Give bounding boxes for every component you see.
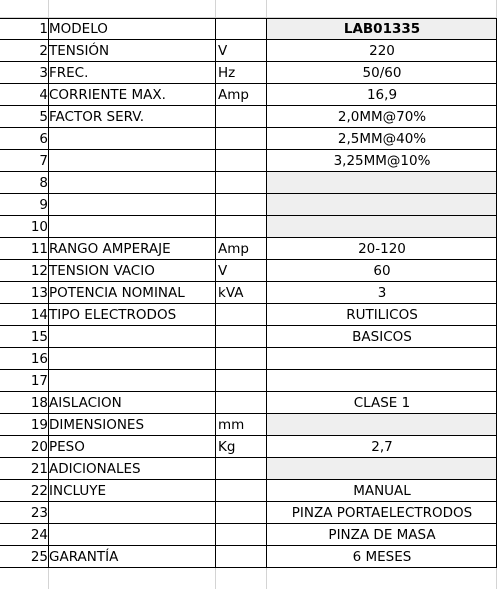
table-row: [0, 106, 497, 128]
row-number: 23: [30, 505, 48, 521]
unit-cell[interactable]: [216, 348, 266, 370]
row-number: 19: [30, 417, 48, 433]
spec-label-cell[interactable]: MODELO: [49, 21, 108, 37]
table-row: [0, 216, 497, 238]
spec-label-cell[interactable]: [49, 326, 215, 348]
unit-cell[interactable]: [216, 304, 266, 326]
row-border: [0, 567, 497, 568]
value-cell[interactable]: 2,7: [371, 439, 393, 455]
unit-cell[interactable]: kVA: [218, 285, 244, 301]
spec-label-cell[interactable]: TENSIÓN: [49, 43, 110, 59]
spec-label-cell[interactable]: RANGO AMPERAJE: [49, 241, 171, 257]
column-border: [215, 18, 216, 568]
table-row: [0, 370, 497, 392]
row-number: 9: [39, 197, 48, 213]
table-row: [0, 150, 497, 172]
unit-cell[interactable]: [216, 172, 266, 194]
table-row: [0, 304, 497, 326]
value-cell[interactable]: 16,9: [366, 87, 398, 103]
unit-cell[interactable]: V: [218, 263, 228, 279]
unit-cell[interactable]: [216, 326, 266, 348]
table-row: [0, 84, 497, 106]
column-border: [266, 18, 267, 568]
table-row: [0, 260, 497, 282]
value-cell[interactable]: PINZA DE MASA: [328, 527, 436, 543]
row-number: 4: [39, 87, 48, 103]
value-cell[interactable]: 2,5MM@40%: [337, 131, 427, 147]
value-cell[interactable]: [267, 194, 497, 216]
unit-cell[interactable]: Kg: [218, 439, 236, 455]
unit-cell[interactable]: [216, 546, 266, 568]
spec-label-cell[interactable]: ADICIONALES: [49, 461, 141, 477]
table-row: [0, 436, 497, 458]
value-cell[interactable]: [267, 216, 497, 238]
value-cell[interactable]: RUTILICOS: [346, 307, 418, 323]
row-number: 6: [39, 131, 48, 147]
spec-label-cell[interactable]: PESO: [49, 439, 85, 455]
row-number: 13: [30, 285, 48, 301]
row-number: 15: [30, 329, 48, 345]
table-row: [0, 546, 497, 568]
table-row: [0, 238, 497, 260]
unit-cell[interactable]: Amp: [218, 87, 249, 103]
spec-label-cell[interactable]: [49, 502, 215, 524]
unit-cell[interactable]: [216, 18, 266, 40]
table-top-border: [0, 18, 497, 19]
value-cell[interactable]: 3: [377, 285, 387, 301]
table-row: [0, 172, 497, 194]
table-row: [0, 194, 497, 216]
value-cell[interactable]: 3,25MM@10%: [333, 153, 431, 169]
spec-label-cell[interactable]: POTENCIA NOMINAL: [49, 285, 185, 301]
unit-cell[interactable]: [216, 150, 266, 172]
row-number: 1: [39, 21, 48, 37]
table-row: [0, 458, 497, 480]
unit-cell[interactable]: mm: [218, 417, 245, 433]
value-cell[interactable]: CLASE 1: [353, 395, 411, 411]
unit-cell[interactable]: [216, 194, 266, 216]
table-row: [0, 62, 497, 84]
row-number: 17: [30, 373, 48, 389]
unit-cell[interactable]: V: [218, 43, 228, 59]
unit-cell[interactable]: [216, 106, 266, 128]
value-cell[interactable]: 2,0MM@70%: [337, 109, 427, 125]
row-number: 3: [39, 65, 48, 81]
spec-label-cell[interactable]: [49, 194, 215, 216]
spec-label-cell[interactable]: TIPO ELECTRODOS: [49, 307, 177, 323]
unit-cell[interactable]: [216, 392, 266, 414]
row-number: 5: [39, 109, 48, 125]
unit-cell[interactable]: [216, 128, 266, 150]
column-border: [48, 18, 49, 568]
unit-cell[interactable]: [216, 480, 266, 502]
spec-label-cell[interactable]: [49, 128, 215, 150]
spec-label-cell[interactable]: [49, 524, 215, 546]
value-cell[interactable]: BASICOS: [352, 329, 412, 345]
value-cell[interactable]: [267, 458, 497, 480]
value-cell[interactable]: 20-120: [358, 241, 406, 257]
spec-label-cell[interactable]: FACTOR SERV.: [49, 109, 145, 125]
value-cell[interactable]: MANUAL: [353, 483, 411, 499]
row-number: 7: [39, 153, 48, 169]
unit-cell[interactable]: [216, 458, 266, 480]
spec-label-cell[interactable]: [49, 150, 215, 172]
spec-label-cell[interactable]: [49, 216, 215, 238]
value-cell[interactable]: 60: [373, 263, 391, 279]
spec-label-cell[interactable]: GARANTÍA: [49, 549, 119, 565]
spec-label-cell[interactable]: [49, 172, 215, 194]
row-number: 24: [30, 527, 48, 543]
spec-label-cell[interactable]: DIMENSIONES: [49, 417, 145, 433]
value-cell[interactable]: PINZA PORTAELECTRODOS: [291, 505, 473, 521]
table-row: [0, 128, 497, 150]
row-number: 2: [39, 43, 48, 59]
spec-label-cell[interactable]: CORRIENTE MAX.: [49, 87, 166, 103]
value-cell[interactable]: 50/60: [362, 65, 402, 81]
spec-label-cell[interactable]: INCLUYE: [49, 483, 107, 499]
unit-cell[interactable]: [216, 524, 266, 546]
row-number: 18: [30, 395, 48, 411]
table-row: [0, 348, 497, 370]
spec-label-cell[interactable]: [49, 370, 215, 392]
table-row: [0, 326, 497, 348]
spec-label-cell[interactable]: AISLACION: [49, 395, 122, 411]
unit-cell[interactable]: [216, 370, 266, 392]
unit-cell[interactable]: [216, 502, 266, 524]
row-number: 12: [30, 263, 48, 279]
value-cell[interactable]: [267, 348, 497, 370]
spec-label-cell[interactable]: TENSION VACIO: [49, 263, 155, 279]
value-cell[interactable]: 220: [369, 43, 395, 59]
table-row: [0, 480, 497, 502]
table-row: [0, 18, 497, 40]
row-number: 20: [30, 439, 48, 455]
table-row: [0, 414, 497, 436]
value-cell[interactable]: [267, 370, 497, 392]
unit-cell[interactable]: Amp: [218, 241, 249, 257]
table-row: [0, 524, 497, 546]
value-cell[interactable]: [267, 172, 497, 194]
table-row: [0, 502, 497, 524]
table-row: [0, 392, 497, 414]
spec-label-cell[interactable]: [49, 348, 215, 370]
row-number: 11: [30, 241, 48, 257]
unit-cell[interactable]: [216, 216, 266, 238]
row-number: 14: [30, 307, 48, 323]
value-cell[interactable]: [267, 414, 497, 436]
row-number: 10: [30, 219, 48, 235]
table-row: [0, 40, 497, 62]
row-number: 22: [30, 483, 48, 499]
row-number: 25: [30, 549, 48, 565]
row-number: 8: [39, 175, 48, 191]
value-cell[interactable]: 6 MESES: [352, 549, 412, 565]
row-number: 16: [30, 351, 48, 367]
value-cell[interactable]: LAB01335: [267, 18, 497, 40]
row-number: 21: [30, 461, 48, 477]
spec-label-cell[interactable]: FREC.: [49, 65, 89, 81]
table-row: [0, 282, 497, 304]
unit-cell[interactable]: Hz: [218, 65, 236, 81]
